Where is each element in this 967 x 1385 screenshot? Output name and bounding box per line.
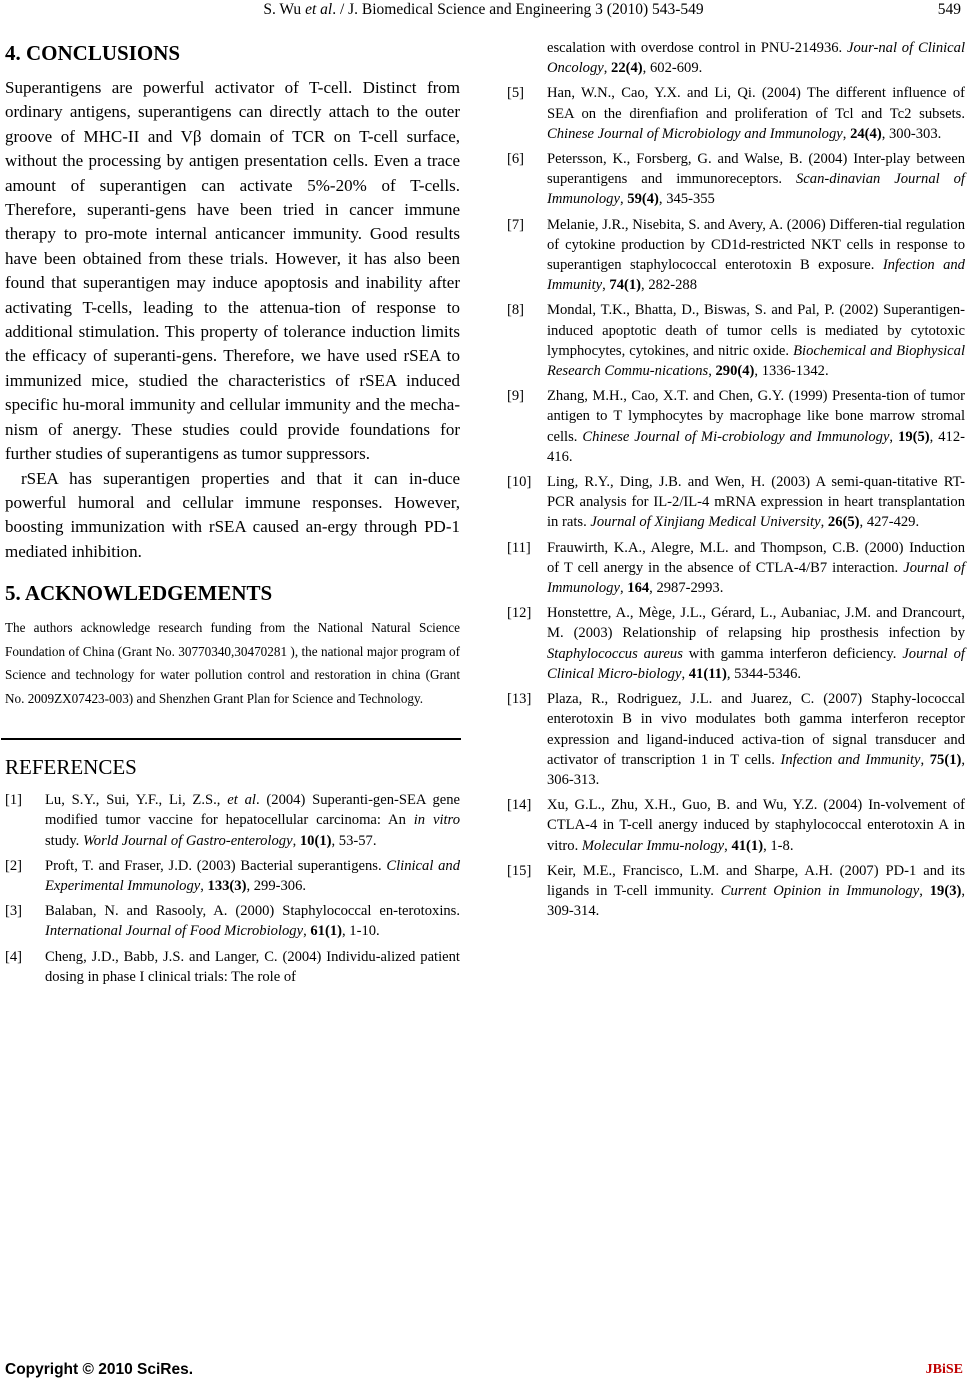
reference-pages: , 5344-5346. [726, 665, 802, 682]
page-number: 549 [937, 1, 961, 18]
reference-item [507, 538, 965, 599]
reference-pages: , 412-416. [547, 428, 965, 465]
reference-journal: Jour-nal of Clinical Oncology [547, 40, 965, 77]
right-column [507, 38, 965, 926]
reference-authors: Petersson, K., Forsberg, G. and Walse, B. (2004) Inter-play between superantigens and immunoreceptors. [547, 151, 965, 188]
reference-journal: Clinical and Experimental Immunology [45, 857, 460, 894]
reference-text [547, 215, 965, 296]
reference-journal: Chinese Journal of Microbiology and Immunology [547, 125, 843, 142]
reference-text [547, 861, 965, 922]
reference-volume: 133(3) [207, 877, 247, 894]
reference-volume: 26(5) [827, 514, 860, 531]
reference-item [5, 856, 460, 896]
reference-volume: 41(1) [731, 837, 764, 854]
reference-authors: Balaban, N. and Rasooly, A. (2000) Staphylococcal en-terotoxins. [45, 903, 460, 920]
reference-journal: Chinese Journal of Mi-crobiology and Immunology [582, 428, 890, 445]
references-heading: REFERENCES [5, 755, 137, 780]
reference-pages: , 309-314. [547, 882, 966, 920]
reference-sep: , [889, 428, 899, 445]
reference-sep: , [724, 837, 732, 854]
reference-item [507, 215, 965, 296]
reference-text [547, 386, 965, 467]
reference-text [547, 538, 965, 599]
reference-sep: , [619, 580, 628, 597]
reference-authors: Zhang, M.H., Cao, X.T. and Chen, G.Y. (1999) Presenta-tion of tumor antigen to T lymphocytes by macrophage like bone marrow stromal cells. [547, 388, 965, 445]
reference-number: [3] [5, 903, 23, 920]
reference-number: [1] [5, 792, 23, 809]
running-title-authors: S. Wu [263, 1, 306, 18]
conclusions-paragraph-2: rSEA has superantigen properties and that it can in-duce powerful humoral and cellular immune responses. However, boosting immunization with rSEA caused an-ergy through PD-1 mediated inhibition. [5, 468, 460, 561]
reference-number: [15] [507, 862, 532, 879]
running-title-etal: et al [305, 1, 333, 18]
references-list-right [507, 38, 965, 921]
reference-volume: 61(1) [310, 923, 342, 940]
reference-authors: Mondal, T.K., Bhatta, D., Biswas, S. and Pal, P. (2002) Superantigen-induced apoptotic death of tumor cells is mediated by cytotoxic lymphocytes, cytokines, and nitric oxide. [547, 302, 965, 359]
reference-authors: Keir, M.E., Francisco, L.M. and Sharpe, A.H. (2007) PD-1 and its ligands in T-cell immunity. [547, 862, 965, 899]
reference-authors: Han, W.N., Cao, Y.X. and Li, Qi. (2004) The different influence of SEA on the direnfiafion and proliferation of Tcl and Tc2 subsets. [547, 85, 965, 122]
reference-number: [12] [507, 605, 532, 622]
reference-journal: Infection and Immunity [547, 257, 965, 294]
reference-volume: 75(1) [929, 751, 962, 768]
reference-volume: 24(4) [850, 125, 882, 142]
reference-item [507, 861, 965, 922]
reference-volume: 10(1) [299, 832, 332, 849]
reference-volume: 74(1) [609, 277, 642, 294]
reference-item [507, 689, 965, 790]
reference-volume: 19(5) [898, 428, 930, 445]
reference-item [5, 947, 460, 987]
reference-number: [5] [507, 85, 525, 102]
reference-journal: Molecular Immu-nology [581, 837, 725, 854]
reference-italic: Staphylococcus aureus [547, 645, 683, 662]
reference-number: [7] [507, 216, 525, 233]
reference-sep: , [919, 882, 930, 899]
reference-sep: , [820, 514, 828, 531]
reference-pages: , 282-288 [641, 277, 697, 294]
reference-journal: Journal of Clinical Micro-biology [547, 645, 965, 682]
reference-item [507, 795, 965, 856]
reference-pages: , 1-10. [342, 923, 380, 940]
reference-journal: Biochemical and Biophysical Research Commu-nications [547, 342, 966, 380]
reference-text [547, 149, 965, 210]
reference-item [507, 300, 965, 381]
reference-authors: Plaza, R., Rodriguez, J.L. and Juarez, C. (2007) Staphy-lococcal enterotoxin B in vivo modulates both gamma interferon receptor expression and ligand-induced activa-tion of signal transducer and activator of transcription 1 in T cells. [547, 691, 965, 768]
reference-volume: 290(4) [715, 363, 755, 380]
running-title [0, 1, 967, 19]
reference-italic: in vitro [413, 812, 460, 829]
section-divider [1, 738, 461, 740]
reference-journal: Infection and Immunity [780, 751, 921, 768]
reference-volume: 59(4) [627, 191, 659, 208]
reference-sep: , [681, 665, 689, 682]
reference-authors: Honstettre, A., Mège, J.L., Gérard, L., Aubaniac, J.M. and Drancourt, M. (2003) Relationship of relapsing hip prosthesis infection by [547, 605, 965, 642]
reference-authors: Frauwirth, K.A., Alegre, M.L. and Thompson, C.B. (2000) Induction of T cell anergy in the absence of CTLA-4/B7 interaction. [547, 539, 965, 576]
reference-item [507, 386, 965, 467]
reference-pages: , 427-429. [859, 514, 920, 531]
reference-volume: 41(11) [688, 665, 727, 682]
reference-text [45, 901, 460, 941]
reference-number: [8] [507, 302, 525, 319]
reference-pages: , 300-303. [881, 125, 942, 142]
reference-authors: Proft, T. and Fraser, J.D. (2003) Bacterial superantigens. [45, 857, 387, 874]
reference-item [507, 83, 965, 144]
reference-pages: , 306-313. [547, 751, 966, 788]
reference-item [5, 901, 460, 941]
reference-sep: , [603, 60, 612, 77]
conclusions-paragraph-1: Superantigens are powerful activator of T-cell. Distinct from ordinary antigens, superantigens can directly attach to the outer groove of MHC-II and Vβ domain of TCR on T-cell surface, without the processing by antigen presentation cells. Even a trace amount of superantigen can activate 5%-20% of T-cells. Therefore, superanti-gens have been tried in cancer immune therapy to pro-mote internal anticancer immunity. Good results have been obtained from these trials. However, it has also been found that superantigen may induce apoptosis and inability after activating T-cells, leading to the attenua-tion of response to additional stimulation. This property of tolerance induction limits the efficacy of superanti-gens. Therefore, we have used rSEA to immunized mice, studied the characteristics of rSEA induced specific hu-moral immunity and cellular immunity and the mecha-nism of anergy. These studies could provide foundations for further studies of superantigens as tumor suppressors. [5, 78, 460, 464]
reference-pages: , 2987-2993. [649, 580, 724, 597]
reference-volume: 19(3) [929, 882, 962, 899]
reference-title: . (2004) Superanti-gen-SEA gene modified tumor vaccine for hepatocellular carcinoma: An [45, 792, 460, 829]
references-list-left [5, 790, 460, 987]
reference-number: [2] [5, 857, 23, 874]
reference-sep: , [200, 877, 208, 894]
left-column [5, 38, 460, 992]
page-footer [0, 1361, 967, 1383]
reference-sep: , [920, 751, 930, 768]
reference-item [5, 790, 460, 851]
acknowledgements-heading: 5. ACKNOWLEDGEMENTS [5, 581, 273, 606]
reference-journal: Scan-dinavian Journal of Immunology [547, 171, 965, 208]
reference-authors: Xu, G.L., Zhu, X.H., Guo, B. and Wu, Y.Z. (2004) In-volvement of CTLA-4 in T-cell anergy induced by staphylococcal enterotoxin A in vitro. [547, 797, 965, 854]
reference-text [547, 795, 965, 856]
reference-journal: Journal of Xinjiang Medical University [590, 514, 821, 531]
reference-text [547, 472, 965, 533]
reference-title: escalation with overdose control in PNU-214936. [547, 40, 848, 56]
reference-pages: , 602-609. [642, 60, 703, 77]
reference-italic: et al [227, 792, 256, 809]
reference-number: [11] [507, 539, 531, 556]
reference-pages: , 53-57. [331, 832, 377, 849]
reference-text [547, 603, 965, 684]
reference-continuation [507, 38, 965, 78]
reference-item [507, 472, 965, 533]
reference-text [547, 300, 965, 381]
reference-journal: World Journal of Gastro-enterology [82, 832, 293, 849]
reference-pages: , 345-355 [658, 191, 715, 208]
reference-journal: International Journal of Food Microbiology [45, 923, 304, 940]
reference-title: with gamma interferon deficiency. [682, 645, 903, 662]
reference-sep: , [292, 832, 300, 849]
reference-volume: 164 [627, 580, 650, 597]
reference-item [507, 149, 965, 210]
running-title-journal: . / J. Biomedical Science and Engineering 3 (2010) 543-549 [332, 1, 704, 18]
reference-authors: Ling, R.Y., Ding, J.B. and Wen, H. (2003) A semi-quan-titative RT-PCR analysis for IL-2/IL-4 mRNA expression in heart transplantation in rats. [547, 474, 965, 531]
reference-sep: , [303, 923, 311, 940]
reference-number: [13] [507, 691, 532, 708]
reference-text [547, 689, 965, 790]
reference-journal: Journal of Immunology [547, 559, 965, 597]
reference-item [507, 603, 965, 684]
reference-pages: , 299-306. [246, 877, 307, 894]
reference-text [45, 856, 460, 896]
acknowledgements-text: The authors acknowledge research funding from the National Natural Science Foundation of China (Grant No. 30770340,30470281 ), the national major program of Science and technology for water pollution control and restoration in china (Grant No. 2009ZX07423-003) and Shenzhen Grant Plan for Science and Technology. [5, 620, 460, 706]
reference-volume: 22(4) [611, 60, 643, 77]
reference-sep: , [602, 277, 610, 294]
reference-sep: , [708, 363, 716, 380]
reference-sep: , [842, 125, 851, 142]
running-header [0, 0, 967, 24]
reference-text [45, 947, 460, 987]
reference-pages: , 1336-1342. [754, 363, 829, 380]
reference-journal: Current Opinion in Immunology [720, 882, 920, 899]
reference-number: [6] [507, 151, 525, 168]
reference-pages: , 1-8. [763, 837, 794, 854]
reference-authors: Cheng, J.D., Babb, J.S. and Langer, C. (2004) Individu-alized patient dosing in phase I clinical trials: The role of [45, 948, 460, 985]
reference-title: study. [45, 832, 83, 849]
conclusions-heading: 4. CONCLUSIONS [5, 41, 181, 65]
reference-number: [9] [507, 388, 525, 405]
reference-number: [14] [507, 797, 532, 814]
reference-text [547, 83, 965, 144]
reference-text [45, 790, 460, 851]
journal-logo: JBiSE [925, 1362, 963, 1377]
reference-number: [4] [5, 948, 23, 965]
reference-authors: Lu, S.Y., Sui, Y.F., Li, Z.S., [45, 792, 228, 809]
copyright-notice: Copyright © 2010 SciRes. [5, 1361, 194, 1378]
reference-sep: , [619, 191, 628, 208]
reference-number: [10] [507, 474, 532, 491]
reference-authors: Melanie, J.R., Nisebita, S. and Avery, A. (2006) Differen-tial regulation of cytokine production by CD1d-restricted NKT cells in response to superantigen staphylococcal enterotoxin B exposure. [547, 216, 965, 274]
